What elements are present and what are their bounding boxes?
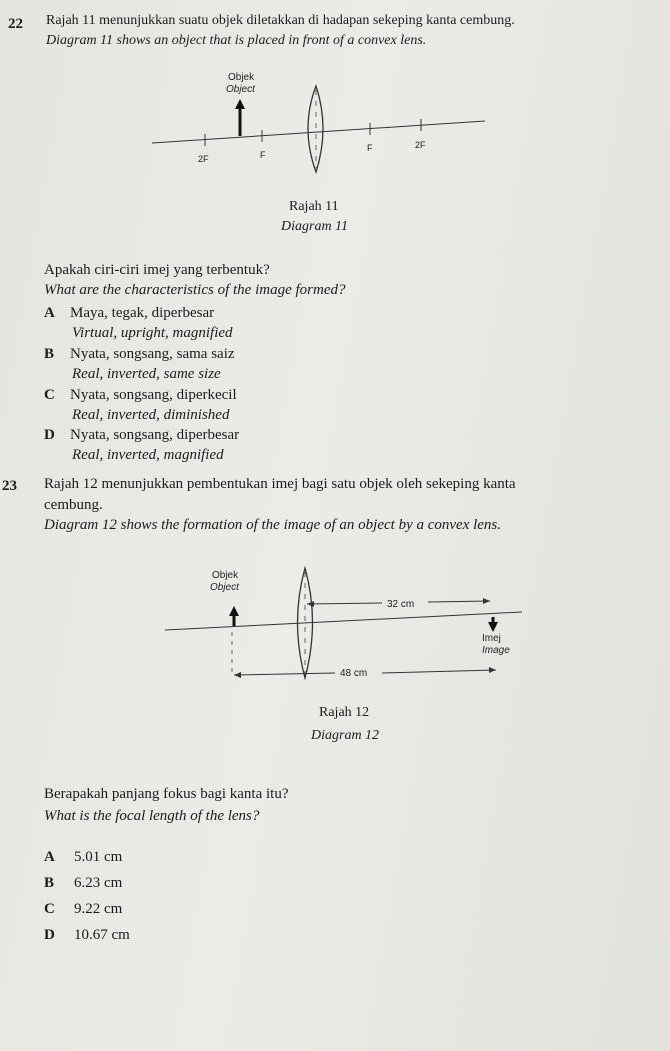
option-letter: A: [44, 305, 55, 321]
diagram-12-distance-object: 48 cm: [340, 668, 368, 679]
diagram-12-distance-image: 32 cm: [387, 599, 415, 610]
convex-lens: [308, 86, 323, 172]
diagram-11: [140, 68, 490, 190]
object-arrowhead: [235, 99, 245, 109]
question-22-stem-ms: Rajah 11 menunjukkan suatu objek diletakkan di hadapan sekeping kanta cembung.: [46, 13, 515, 28]
dim-32-right-line: [428, 601, 490, 602]
option-text: 5.01 cm: [74, 849, 123, 865]
option-letter: D: [44, 927, 55, 943]
question-22-prompt-ms: Apakah ciri-ciri imej yang terbentuk?: [44, 262, 270, 278]
option-letter: D: [44, 427, 55, 443]
diagram-11-object-label-ms: Objek: [228, 72, 255, 83]
option-letter: A: [44, 849, 55, 865]
option-text-ms: Maya, tegak, diperbesar: [70, 305, 215, 321]
option-text-en: Real, inverted, magnified: [72, 447, 224, 463]
question-23-stem-en: Diagram 12 shows the formation of the image of an object by a convex lens.: [44, 517, 502, 533]
question-23-number: 23: [2, 478, 17, 494]
dim-32-left-arrowhead: [307, 601, 314, 607]
option-text-ms: Nyata, songsang, diperbesar: [70, 427, 240, 443]
question-22-stem-en: Diagram 11 shows an object that is placed in front of a convex lens.: [46, 33, 427, 48]
dim-48-right-arrowhead: [489, 667, 496, 673]
image-arrowhead: [488, 622, 498, 632]
label-left-f: F: [260, 150, 266, 160]
option-letter: B: [44, 346, 55, 362]
diagram-12-image-label-en: Image: [482, 645, 510, 656]
option-letter: C: [44, 901, 55, 917]
object-arrowhead: [229, 606, 239, 616]
principal-axis: [165, 612, 522, 630]
diagram-11-caption-ms: Rajah 11: [289, 199, 339, 214]
option-text: 9.22 cm: [74, 901, 123, 917]
diagram-11-caption-en: Diagram 11: [281, 219, 349, 234]
label-right-2f: 2F: [415, 140, 426, 150]
option-text-ms: Nyata, songsang, diperkecil: [70, 387, 237, 403]
dim-32-right-arrowhead: [483, 598, 490, 604]
principal-axis: [152, 121, 485, 143]
label-right-f: F: [367, 143, 373, 153]
diagram-12-caption-ms: Rajah 12: [319, 705, 370, 720]
question-23-stem-ms-line2: cembung.: [44, 497, 103, 513]
option-text-en: Virtual, upright, magnified: [72, 325, 233, 341]
option-text: 6.23 cm: [74, 875, 123, 891]
option-letter: C: [44, 387, 55, 403]
question-22-prompt-en: What are the characteristics of the image formed?: [44, 282, 346, 298]
diagram-12-caption-en: Diagram 12: [311, 728, 380, 743]
diagram-12: [160, 560, 530, 690]
dim-32-left-line: [307, 603, 382, 604]
option-text: 10.67 cm: [74, 927, 130, 943]
option-text-en: Real, inverted, diminished: [72, 407, 230, 423]
diagram-12-object-label-en: Object: [210, 582, 239, 593]
dim-48-left-line: [234, 673, 335, 675]
diagram-12-image-label-ms: Imej: [482, 633, 501, 644]
question-23-stem-ms-line1: Rajah 12 menunjukkan pembentukan imej bagi satu objek oleh sekeping kanta: [44, 476, 516, 492]
question-23-prompt-ms: Berapakah panjang fokus bagi kanta itu?: [44, 786, 289, 802]
option-text-en: Real, inverted, same size: [72, 366, 221, 382]
option-letter: B: [44, 875, 55, 891]
diagram-11-object-label-en: Object: [226, 84, 255, 95]
diagram-12-object-label-ms: Objek: [212, 570, 239, 581]
question-23-prompt-en: What is the focal length of the lens?: [44, 808, 260, 824]
label-left-2f: 2F: [198, 154, 209, 164]
dim-48-right-line: [382, 670, 496, 673]
question-22-number: 22: [8, 16, 23, 32]
option-text-ms: Nyata, songsang, sama saiz: [70, 346, 235, 362]
dim-48-left-arrowhead: [234, 672, 241, 678]
